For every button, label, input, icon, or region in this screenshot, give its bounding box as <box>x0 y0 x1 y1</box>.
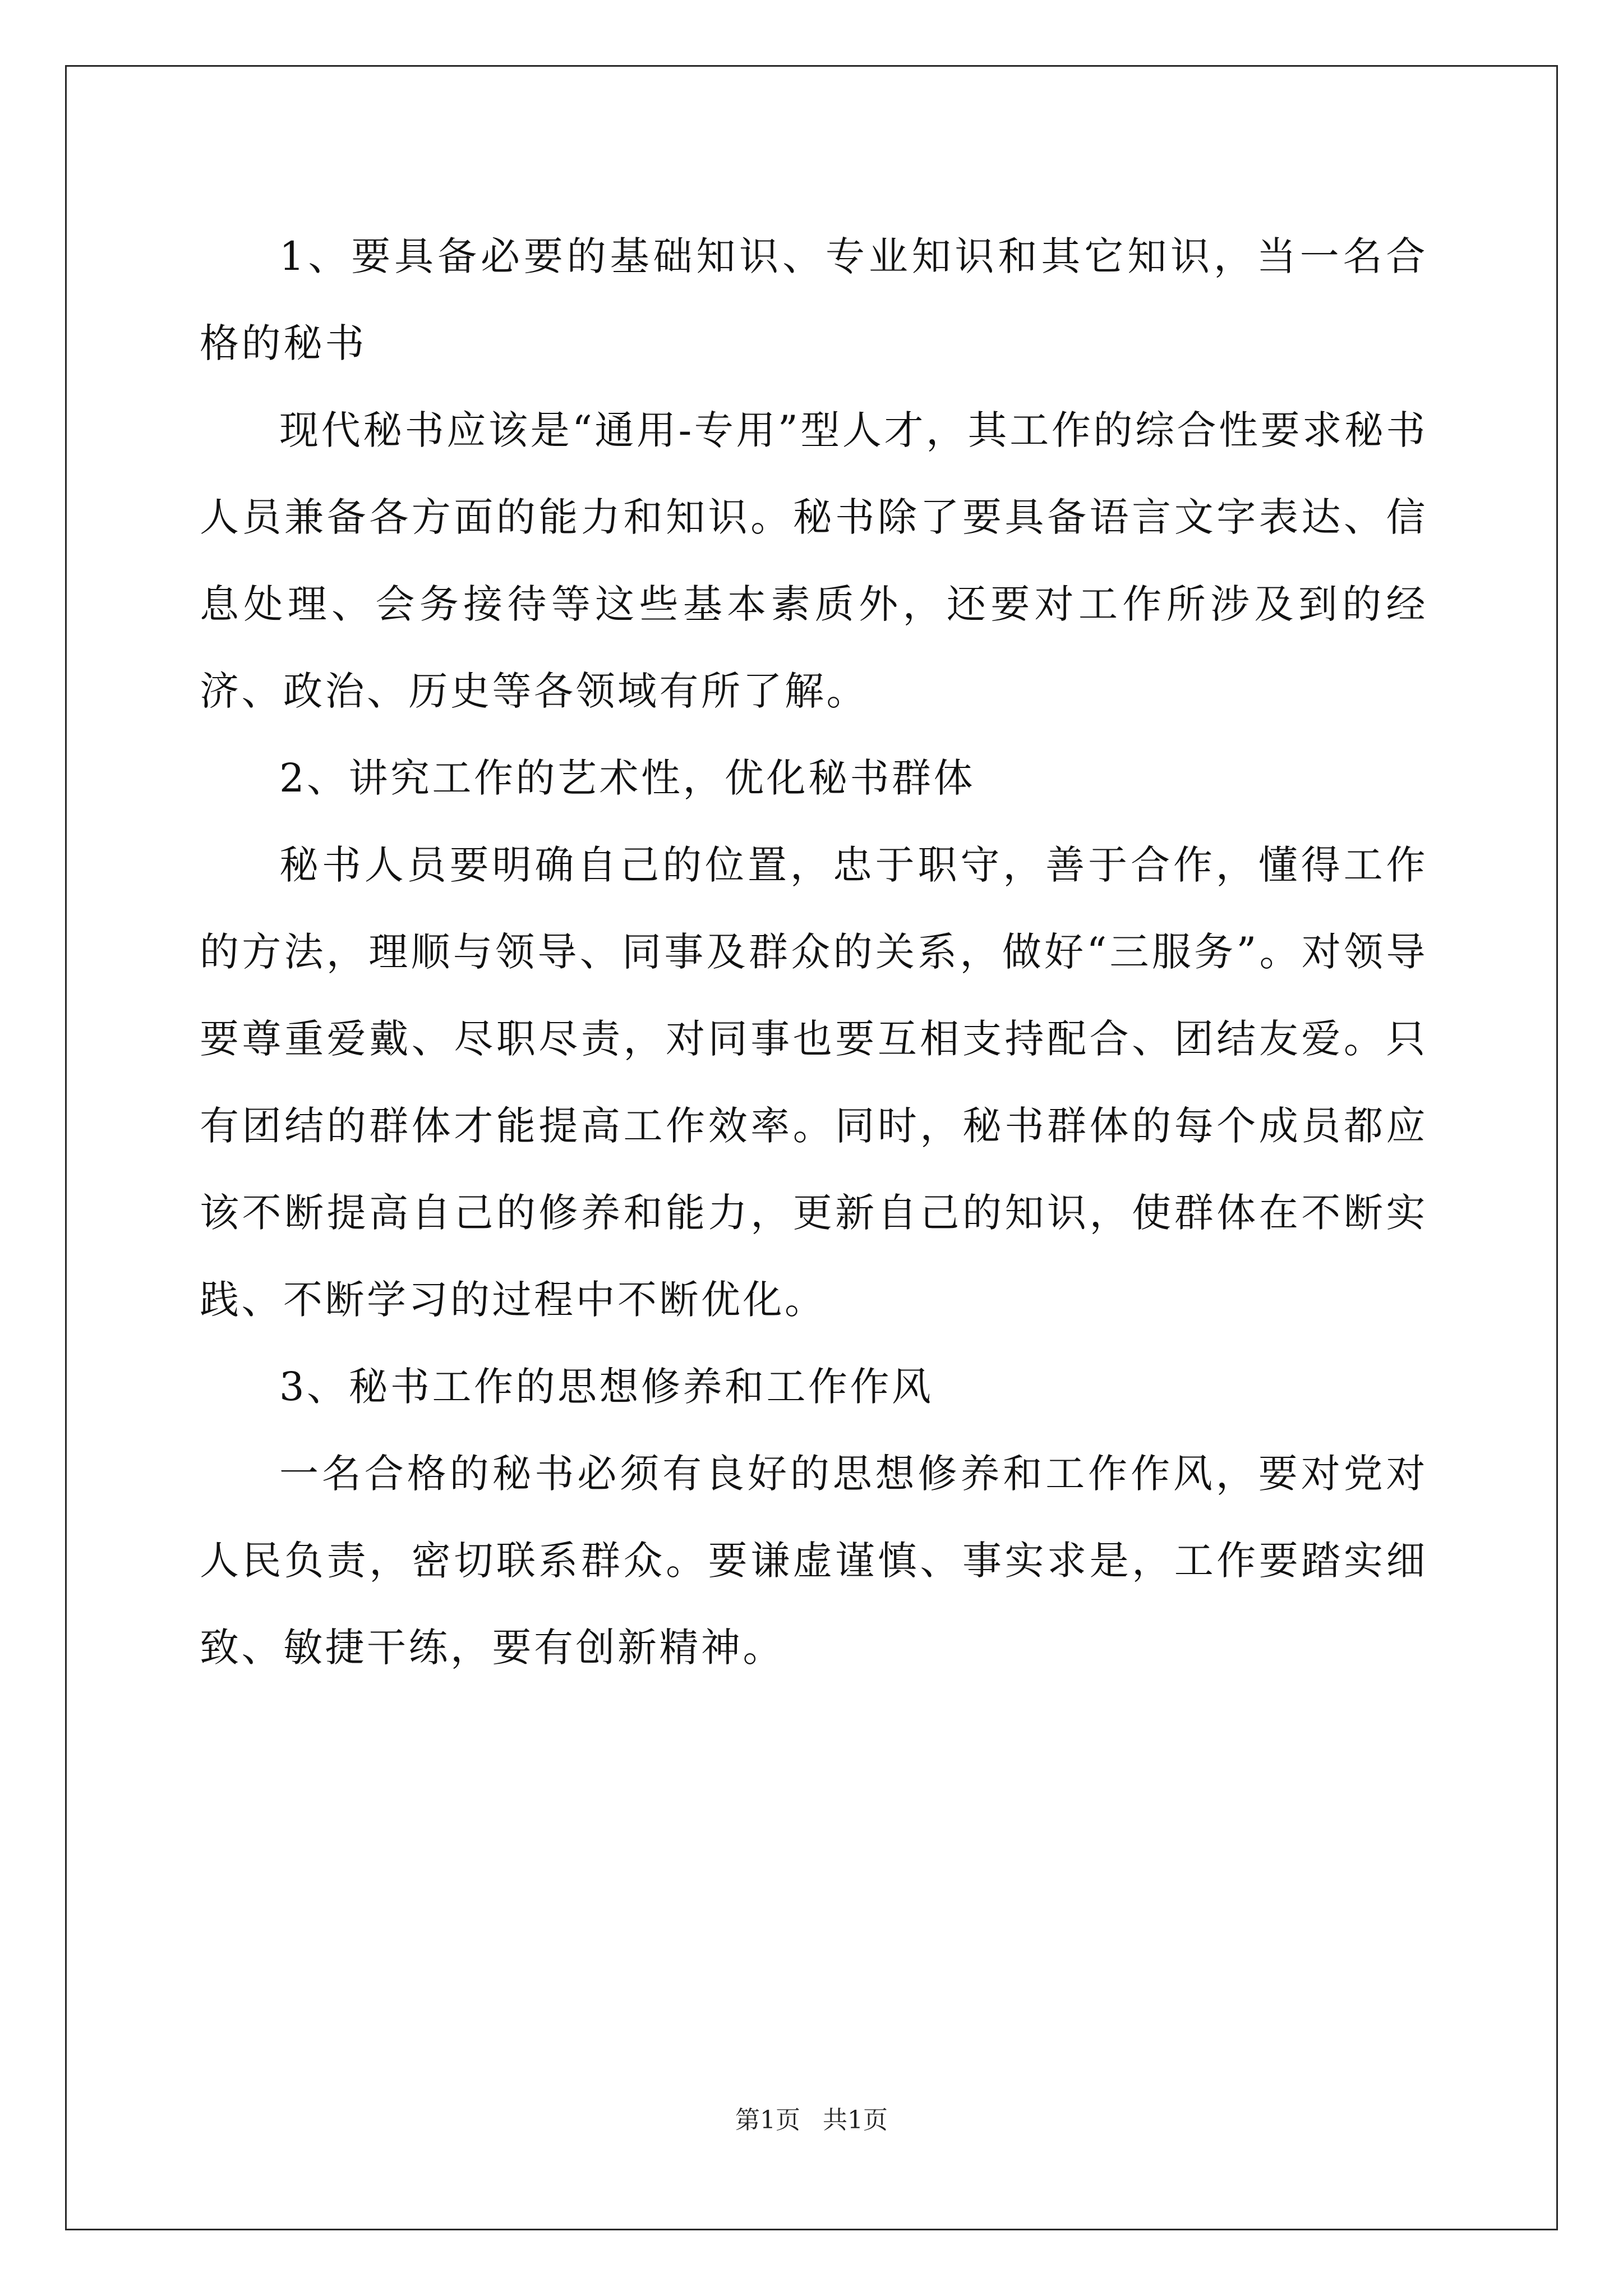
document-body <box>200 213 1428 1691</box>
heading-2: 2、讲究工作的艺术性，优化秘书群体 <box>279 755 976 801</box>
heading-3: 3、秘书工作的思想修养和工作作风 <box>279 1364 934 1410</box>
page-total: 共1页 <box>823 2106 888 2134</box>
heading-1: 1、要具备必要的基础知识、专业知识和其它知识，当一名合格的秘书 <box>200 233 1428 366</box>
page-footer <box>0 2104 1623 2137</box>
page-number: 第1页 <box>735 2106 800 2134</box>
paragraph-1: 现代秘书应该是“通用-专用”型人才，其工作的综合性要求秘书人员兼备各方面的能力和知识。秘书除了要具备语言文字表达、信息处理、会务接待等这些基本素质外，还要对工作所涉及到的经济、政治、历史等各领域有所了解。 <box>200 407 1428 714</box>
paragraph-2: 秘书人员要明确自己的位置，忠于职守，善于合作，懂得工作的方法，理顺与领导、同事及群众的关系，做好“三服务”。对领导要尊重爱戴、尽职尽责，对同事也要互相支持配合、团结友爱。只有团结的群体才能提高工作效率。同时，秘书群体的每个成员都应该不断提高自己的修养和能力，更新自己的知识，使群体在不断实践、不断学习的过程中不断优化。 <box>200 842 1428 1323</box>
paragraph-3: 一名合格的秘书必须有良好的思想修养和工作作风，要对党对人民负责，密切联系群众。要谦虚谨慎、事实求是，工作要踏实细致、敏捷干练，要有创新精神。 <box>200 1451 1428 1671</box>
